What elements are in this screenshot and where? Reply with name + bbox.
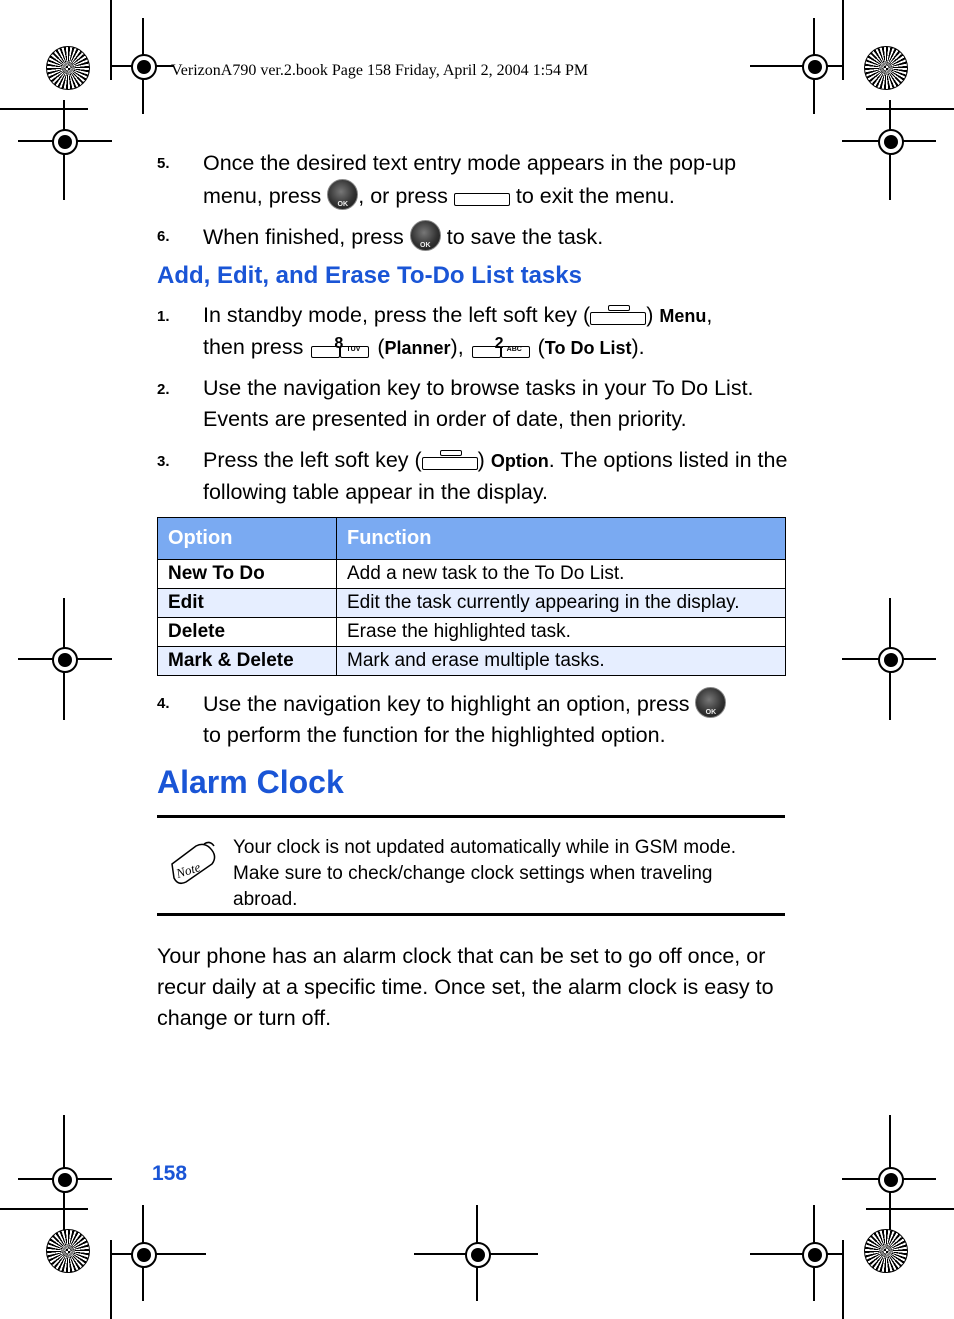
- body-paragraph: Your phone has an alarm clock that can be set to go off once, or recur daily at a specific time. Once set, the alarm clock is easy to change or turn off.: [157, 944, 774, 1030]
- function-cell: Erase the highlighted task.: [337, 618, 786, 647]
- registration-mark-icon: [878, 1167, 904, 1193]
- column-header: Option: [158, 518, 337, 560]
- note-bottom-rule: [157, 913, 785, 916]
- column-header: Function: [337, 518, 786, 560]
- option-cell: Edit: [158, 589, 337, 618]
- step-4-text: Use the navigation key to highlight an option, press OK to perform the function for the highlighted option.: [203, 687, 793, 751]
- alarm-clock-heading: Alarm Clock: [157, 764, 344, 800]
- options-table: [157, 517, 786, 676]
- table-row: [158, 589, 786, 618]
- print-header: VerizonA790 ver.2.book Page 158 Friday, April 2, 2004 1:54 PM: [171, 62, 589, 79]
- ok-key-icon: [410, 220, 441, 251]
- option-cell: Mark & Delete: [158, 647, 337, 676]
- key-8-icon: 8 TUV: [309, 332, 371, 358]
- note-icon: [166, 840, 220, 888]
- function-cell: Mark and erase multiple tasks.: [337, 647, 786, 676]
- step-number: 6.: [157, 228, 170, 245]
- registration-mark-icon: [878, 647, 904, 673]
- step-number: 2.: [157, 381, 170, 398]
- registration-mark-icon: [802, 54, 828, 80]
- table-row: [158, 647, 786, 676]
- registration-mark-icon: [878, 129, 904, 155]
- option-cell: Delete: [158, 618, 337, 647]
- step-number: 1.: [157, 308, 170, 325]
- color-target-icon: [864, 1229, 908, 1273]
- step-number: 4.: [157, 695, 170, 712]
- registration-mark-icon: [465, 1242, 491, 1268]
- step-2-text: Use the navigation key to browse tasks in your To Do List. Events are presented in order of date, then priority.: [203, 376, 754, 431]
- function-cell: Add a new task to the To Do List.: [337, 560, 786, 589]
- step-number: 5.: [157, 155, 170, 172]
- color-target-icon: [864, 46, 908, 90]
- note-text: Your clock is not updated automatically while in GSM mode. Make sure to check/change clock settings when traveling abroad.: [233, 837, 737, 910]
- registration-mark-icon: [52, 129, 78, 155]
- clr-key-icon: [454, 186, 510, 206]
- color-target-icon: [46, 46, 90, 90]
- ok-key-icon: [327, 179, 358, 210]
- step-1-text: In standby mode, press the left soft key ( ) Menu, then press 8 TUV (Planner), 2 ABC (To Do List).: [203, 303, 713, 359]
- registration-mark-icon: [802, 1242, 828, 1268]
- table-row: [158, 560, 786, 589]
- section-heading: Add, Edit, and Erase To-Do List tasks: [157, 262, 582, 289]
- key-2-icon: 2 ABC: [470, 332, 532, 358]
- page-number: 158: [152, 1162, 188, 1185]
- left-soft-key-icon: [590, 305, 646, 325]
- svg-text:Note: Note: [174, 859, 203, 881]
- step-number: 3.: [157, 453, 170, 470]
- registration-mark-icon: [52, 647, 78, 673]
- step-3-text: Press the left soft key ( ) Option. The options listed in the following table appear in the display.: [203, 448, 788, 504]
- table-header-row: [158, 518, 786, 560]
- option-cell: New To Do: [158, 560, 337, 589]
- left-soft-key-icon: [422, 450, 478, 470]
- color-target-icon: [46, 1229, 90, 1273]
- ok-key-icon: [695, 687, 726, 718]
- registration-mark-icon: [131, 54, 157, 80]
- step-6-text: When finished, press OK to save the task.: [203, 220, 793, 253]
- registration-mark-icon: [52, 1167, 78, 1193]
- registration-mark-icon: [131, 1242, 157, 1268]
- note-top-rule: [157, 815, 785, 818]
- function-cell: Edit the task currently appearing in the display.: [337, 589, 786, 618]
- step-5-text: Once the desired text entry mode appears in the pop-up menu, press OK, or press to exit the menu.: [203, 148, 793, 212]
- table-row: [158, 618, 786, 647]
